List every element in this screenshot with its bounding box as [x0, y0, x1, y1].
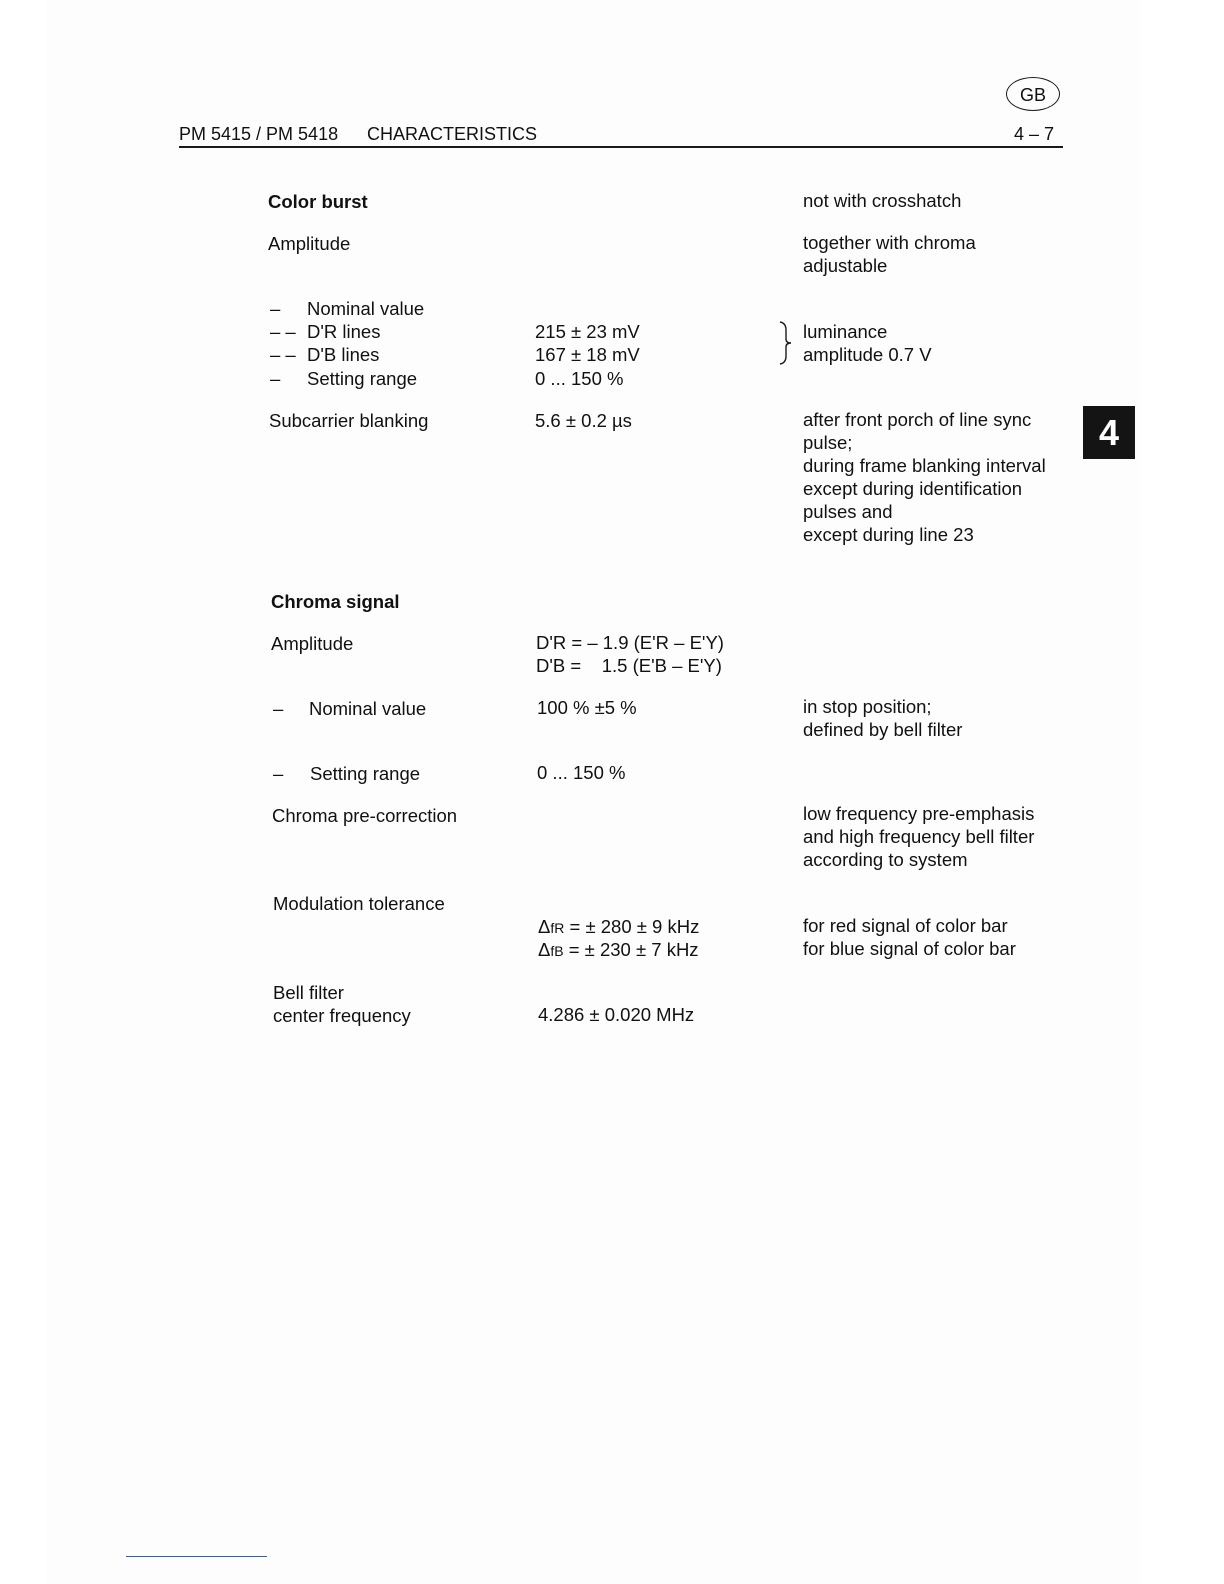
delta-symbol: Δ: [538, 939, 551, 960]
cb-subcarrier-note-3: during frame blanking interval: [803, 455, 1046, 476]
cb-amplitude-note-2: adjustable: [803, 255, 888, 276]
mod-red-tolerance: = ± 280 ± 9 kHz: [564, 916, 700, 937]
chapter-tab[interactable]: 4: [1083, 406, 1135, 459]
chroma-amplitude-label: Amplitude: [271, 633, 354, 654]
cb-db-dash: – –: [270, 344, 296, 365]
chroma-mod-red-note: for red signal of color bar: [803, 915, 1008, 936]
delta-symbol: Δ: [538, 916, 551, 937]
cb-dr-dash: – –: [270, 321, 296, 342]
cb-amplitude-note-1: together with chroma: [803, 232, 976, 253]
cb-subcarrier-note-4: except during identification: [803, 478, 1023, 499]
chroma-precorrection-label: Chroma pre-correction: [272, 805, 458, 826]
cb-setting-value: 0 ... 150 %: [535, 368, 624, 389]
header-rule: [179, 146, 1063, 148]
language-badge: GB: [1006, 77, 1060, 111]
footer-underline: [126, 1556, 267, 1557]
cb-nominal-dash: –: [270, 298, 281, 319]
color-burst-heading: Color burst: [268, 191, 368, 212]
mod-red-subscript: fR: [550, 920, 565, 936]
header-section: CHARACTERISTICS: [367, 124, 538, 144]
cb-lines-note-2: amplitude 0.7 V: [803, 344, 932, 365]
chroma-precorrection-note-3: according to system: [803, 849, 968, 870]
cb-setting-label: Setting range: [307, 368, 418, 389]
chroma-nominal-label: Nominal value: [309, 698, 427, 719]
cb-dr-label: D'R lines: [307, 321, 381, 342]
cb-dr-value: 215 ± 23 mV: [535, 321, 640, 342]
chroma-nominal-note-1: in stop position;: [803, 696, 932, 717]
mod-blue-tolerance: = ± 230 ± 7 kHz: [563, 939, 699, 960]
cb-subcarrier-note-6: except during line 23: [803, 524, 974, 545]
chroma-nominal-dash: –: [273, 698, 284, 719]
chroma-bell-label-2: center frequency: [273, 1005, 411, 1026]
chroma-setting-value: 0 ... 150 %: [537, 762, 626, 783]
chroma-mod-blue-note: for blue signal of color bar: [803, 938, 1016, 959]
chroma-precorrection-note-1: low frequency pre-emphasis: [803, 803, 1035, 824]
cb-subcarrier-note-5: pulses and: [803, 501, 893, 522]
chroma-nominal-value: 100 % ±5 %: [537, 697, 637, 718]
chroma-bell-label-1: Bell filter: [273, 982, 344, 1003]
cb-setting-dash: –: [270, 368, 281, 389]
chroma-nominal-note-2: defined by bell filter: [803, 719, 963, 740]
chroma-heading: Chroma signal: [271, 591, 400, 612]
header-page-number: 4 – 7: [1014, 124, 1055, 144]
chroma-bell-value: 4.286 ± 0.020 MHz: [538, 1004, 695, 1025]
cb-amplitude-label: Amplitude: [268, 233, 351, 254]
cb-db-label: D'B lines: [307, 344, 380, 365]
chroma-mod-red-value: [538, 915, 699, 940]
chroma-formula-2: D'B = 1.5 (E'B – E'Y): [536, 655, 722, 676]
chroma-modulation-label: Modulation tolerance: [273, 893, 445, 914]
cb-nominal-label: Nominal value: [307, 298, 425, 319]
cb-subcarrier-value: 5.6 ± 0.2 µs: [535, 410, 632, 431]
chroma-precorrection-note-2: and high frequency bell filter: [803, 826, 1035, 847]
chroma-mod-blue-value: [538, 938, 699, 963]
cb-subcarrier-note-1: after front porch of line sync: [803, 409, 1032, 430]
cb-lines-note-1: luminance: [803, 321, 888, 342]
cb-subcarrier-note-2: pulse;: [803, 432, 853, 453]
chroma-setting-dash: –: [273, 763, 284, 784]
mod-blue-subscript: fB: [550, 943, 564, 959]
chroma-setting-label: Setting range: [310, 763, 421, 784]
curly-brace-icon: [774, 320, 796, 366]
header-models: PM 5415 / PM 5418: [179, 124, 339, 144]
color-burst-note: not with crosshatch: [803, 190, 962, 211]
cb-subcarrier-label: Subcarrier blanking: [269, 410, 429, 431]
chroma-formula-1: D'R = – 1.9 (E'R – E'Y): [536, 632, 724, 653]
cb-db-value: 167 ± 18 mV: [535, 344, 640, 365]
